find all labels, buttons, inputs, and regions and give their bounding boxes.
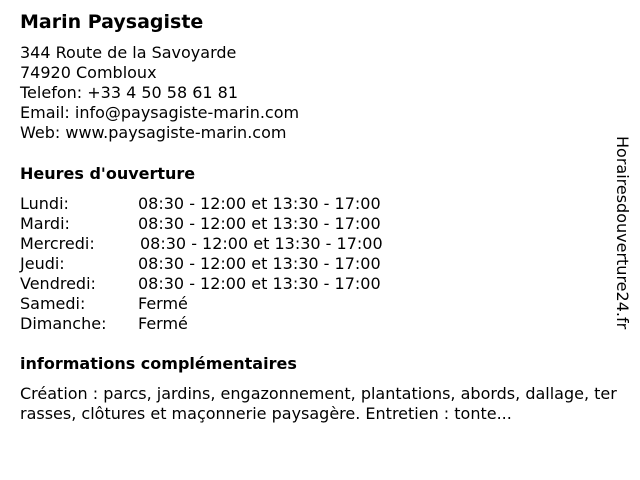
day-hours: 08:30 - 12:00 et 13:30 - 17:00 (138, 194, 381, 213)
day-hours: 08:30 - 12:00 et 13:30 - 17:00 (138, 254, 381, 273)
hours-row-tuesday (20, 214, 440, 234)
day-label: Jeudi: (20, 254, 65, 273)
hours-row-wednesday (20, 234, 440, 254)
day-label: Dimanche: (20, 314, 107, 333)
hours-row-saturday (20, 294, 440, 314)
contact-block (20, 43, 299, 143)
hours-row-monday (20, 194, 440, 214)
additional-info-heading: informations complémentaires (20, 354, 297, 373)
day-label: Samedi: (20, 294, 86, 313)
address-street: 344 Route de la Savoyarde (20, 43, 237, 62)
hours-row-friday (20, 274, 440, 294)
address-city: 74920 Combloux (20, 63, 157, 82)
day-label: Mercredi: (20, 234, 95, 253)
hours-row-thursday (20, 254, 440, 274)
email-address: Email: info@paysagiste-marin.com (20, 103, 300, 122)
site-watermark: Horairesdouverture24.fr (613, 136, 632, 330)
day-hours: 08:30 - 12:00 et 13:30 - 17:00 (138, 274, 381, 293)
day-hours: 08:30 - 12:00 et 13:30 - 17:00 (138, 214, 381, 233)
day-label: Vendredi: (20, 274, 96, 293)
phone-number: Telefon: +33 4 50 58 61 81 (20, 83, 239, 102)
day-label: Lundi: (20, 194, 69, 213)
day-hours: Fermé (138, 294, 188, 313)
website: Web: www.paysagiste-marin.com (20, 123, 287, 142)
additional-info-text: Création : parcs, jardins, engazonnement, plantations, abords, dallage, terrasses, clôtures et maçonnerie paysagère. Entretien : tonte... (20, 384, 617, 423)
day-hours: Fermé (138, 314, 188, 333)
day-label: Mardi: (20, 214, 70, 233)
opening-hours-table (20, 194, 440, 334)
hours-row-sunday (20, 314, 440, 334)
opening-hours-heading: Heures d'ouverture (20, 164, 196, 183)
business-name: Marin Paysagiste (20, 11, 204, 33)
day-hours: 08:30 - 12:00 et 13:30 - 17:00 (140, 234, 383, 253)
